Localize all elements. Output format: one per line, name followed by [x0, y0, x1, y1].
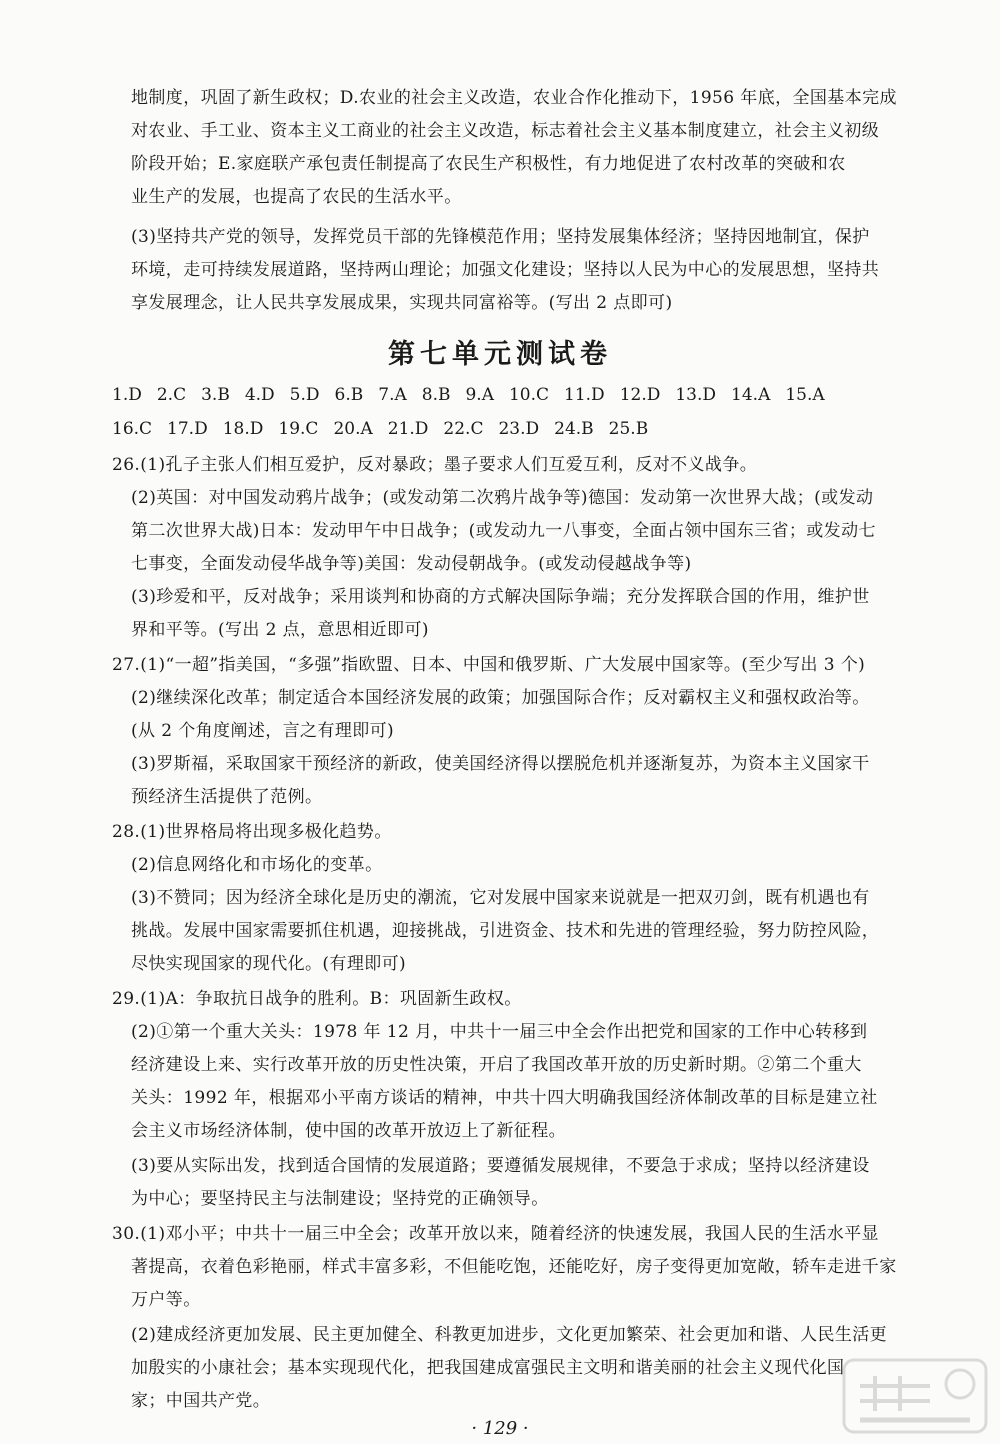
choice-answer: 19.C: [278, 419, 319, 439]
answer-line: 第二次世界大战)日本：发动甲午中日战争；(或发动九一八事变，全面占领中国东三省；或发动七: [131, 521, 876, 541]
choice-answer: 21.D: [387, 419, 429, 439]
text-line: 阶段开始；E.家庭联产承包责任制提高了农民生产积极性，有力地促进了农村改革的突破和农: [131, 154, 846, 174]
answer-line: 30.(1)邓小平；中共十一届三中全会；改革开放以来，随着经济的快速发展，我国人民的生活水平显: [112, 1224, 879, 1244]
choice-answer: 23.D: [498, 419, 540, 439]
choice-answer: 10.C: [508, 385, 550, 405]
choice-answer: 13.D: [675, 385, 717, 405]
answer-line: 万户等。: [131, 1290, 201, 1310]
text-line: (3)坚持共产党的领导，发挥党员干部的先锋模范作用；坚持发展集体经济；坚持因地制宜，保护: [131, 227, 870, 247]
answer-line: 经济建设上来、实行改革开放的历史性决策，开启了我国改革开放的历史新时期。②第二个重大: [131, 1055, 862, 1075]
choice-answer: 4.D: [244, 385, 275, 405]
answer-line: (3)要从实际出发，找到适合国情的发展道路；要遵循发展规律，不要急于求成；坚持以经济建设: [131, 1156, 870, 1176]
choice-answer: 9.A: [465, 385, 494, 405]
choice-answer: 3.B: [201, 385, 230, 405]
choice-answer: 22.C: [443, 419, 484, 439]
answer-line: 29.(1)A：争取抗日战争的胜利。B：巩固新生政权。: [112, 989, 522, 1009]
answer-line: (从 2 个角度阐述，言之有理即可): [131, 721, 395, 741]
choice-answer: 18.D: [222, 419, 264, 439]
answer-line: 预经济生活提供了范例。: [131, 787, 323, 807]
page-number: · 129 ·: [471, 1418, 529, 1439]
choice-answers-row-1: [112, 383, 825, 407]
answer-line: 27.(1)“一超”指美国，“多强”指欧盟、日本、中国和俄罗斯、广大发展中国家等。(至少写出 3 个): [112, 655, 866, 675]
text-line: 地制度，巩固了新生政权；D.农业的社会主义改造，农业合作化推动下，1956 年底，全国基本完成: [131, 88, 897, 108]
choice-answer: 11.D: [564, 385, 605, 405]
answer-line: 为中心；要坚持民主与法制建设；坚持党的正确领导。: [131, 1189, 549, 1209]
text-line: 享发展理念，让人民共享发展成果，实现共同富裕等。(写出 2 点即可): [131, 293, 673, 313]
answer-line: 会主义市场经济体制，使中国的改革开放迈上了新征程。: [131, 1121, 566, 1141]
text-line: 对农业、手工业、资本主义工商业的社会主义改造，标志着社会主义基本制度建立，社会主义初级: [131, 121, 880, 141]
choice-answer: 2.C: [156, 385, 187, 405]
section-title: 第七单元测试卷: [388, 339, 612, 370]
answer-line: (3)珍爱和平，反对战争；采用谈判和协商的方式解决国际争端；充分发挥联合国的作用，维护世: [131, 587, 870, 607]
watermark-logo: [840, 1356, 990, 1436]
choice-answer: 5.D: [289, 385, 320, 405]
choice-answer: 6.B: [334, 385, 364, 405]
answer-line: (2)信息网络化和市场化的变革。: [131, 855, 383, 875]
answer-line: (3)罗斯福，采取国家干预经济的新政，使美国经济得以摆脱危机并逐渐复苏，为资本主义国家干: [131, 754, 870, 774]
answer-line: 加殷实的小康社会；基本实现现代化，把我国建成富强民主文明和谐美丽的社会主义现代化国: [131, 1358, 845, 1378]
choice-answer: 24.B: [554, 419, 594, 439]
choice-answer: 14.A: [731, 385, 771, 405]
text-line: 环境，走可持续发展道路，坚持两山理论；加强文化建设；坚持以人民为中心的发展思想，坚持共: [131, 260, 880, 280]
choice-answers-row-2: [112, 417, 648, 441]
answer-line: (3)不赞同；因为经济全球化是历史的潮流，它对发展中国家来说就是一把双刃剑，既有机遇也有: [131, 888, 870, 908]
answer-line: 尽快实现国家的现代化。(有理即可): [131, 954, 407, 974]
choice-answer: 20.A: [333, 419, 373, 439]
choice-answer: 7.A: [378, 385, 407, 405]
text-line: 业生产的发展，也提高了农民的生活水平。: [131, 187, 462, 207]
answer-line: 界和平等。(写出 2 点，意思相近即可): [131, 620, 429, 640]
answer-line: 七事变，全面发动侵华战争等)美国：发动侵朝战争。(或发动侵越战争等): [131, 554, 692, 574]
choice-answer: 12.D: [619, 385, 661, 405]
answer-line: 挑战。发展中国家需要抓住机遇，迎接挑战，引进资金、技术和先进的管理经验，努力防控风险，: [131, 921, 880, 941]
answer-line: 关头：1992 年，根据邓小平南方谈话的精神，中共十四大明确我国经济体制改革的目标是建立社: [131, 1088, 878, 1108]
choice-answer: 15.A: [785, 385, 825, 405]
choice-answer: 17.D: [167, 419, 208, 439]
choice-answer: 8.B: [421, 385, 451, 405]
choice-answer: 1.D: [112, 385, 142, 405]
answer-line: 28.(1)世界格局将出现多极化趋势。: [112, 822, 392, 842]
answer-line: (2)①第一个重大关头：1978 年 12 月，中共十一届三中全会作出把党和国家的工作中心转移到: [131, 1022, 868, 1042]
answer-line: 26.(1)孔子主张人们相互爱护，反对暴政；墨子要求人们互爱互利，反对不义战争。: [112, 455, 758, 475]
answer-line: (2)继续深化改革；制定适合本国经济发展的政策；加强国际合作；反对霸权主义和强权政治等。: [131, 688, 870, 708]
answer-line: (2)英国：对中国发动鸦片战争；(或发动第二次鸦片战争等)德国：发动第一次世界大战；(或发动: [131, 488, 874, 508]
answer-line: 著提高，衣着色彩艳丽，样式丰富多彩，不但能吃饱，还能吃好，房子变得更加宽敞，轿车走进千家: [131, 1257, 897, 1277]
answer-line: 家；中国共产党。: [131, 1391, 271, 1411]
choice-answer: 16.C: [112, 419, 153, 439]
answer-line: (2)建成经济更加发展、民主更加健全、科教更加进步，文化更加繁荣、社会更加和谐、人民生活更: [131, 1325, 888, 1345]
choice-answer: 25.B: [608, 419, 649, 439]
